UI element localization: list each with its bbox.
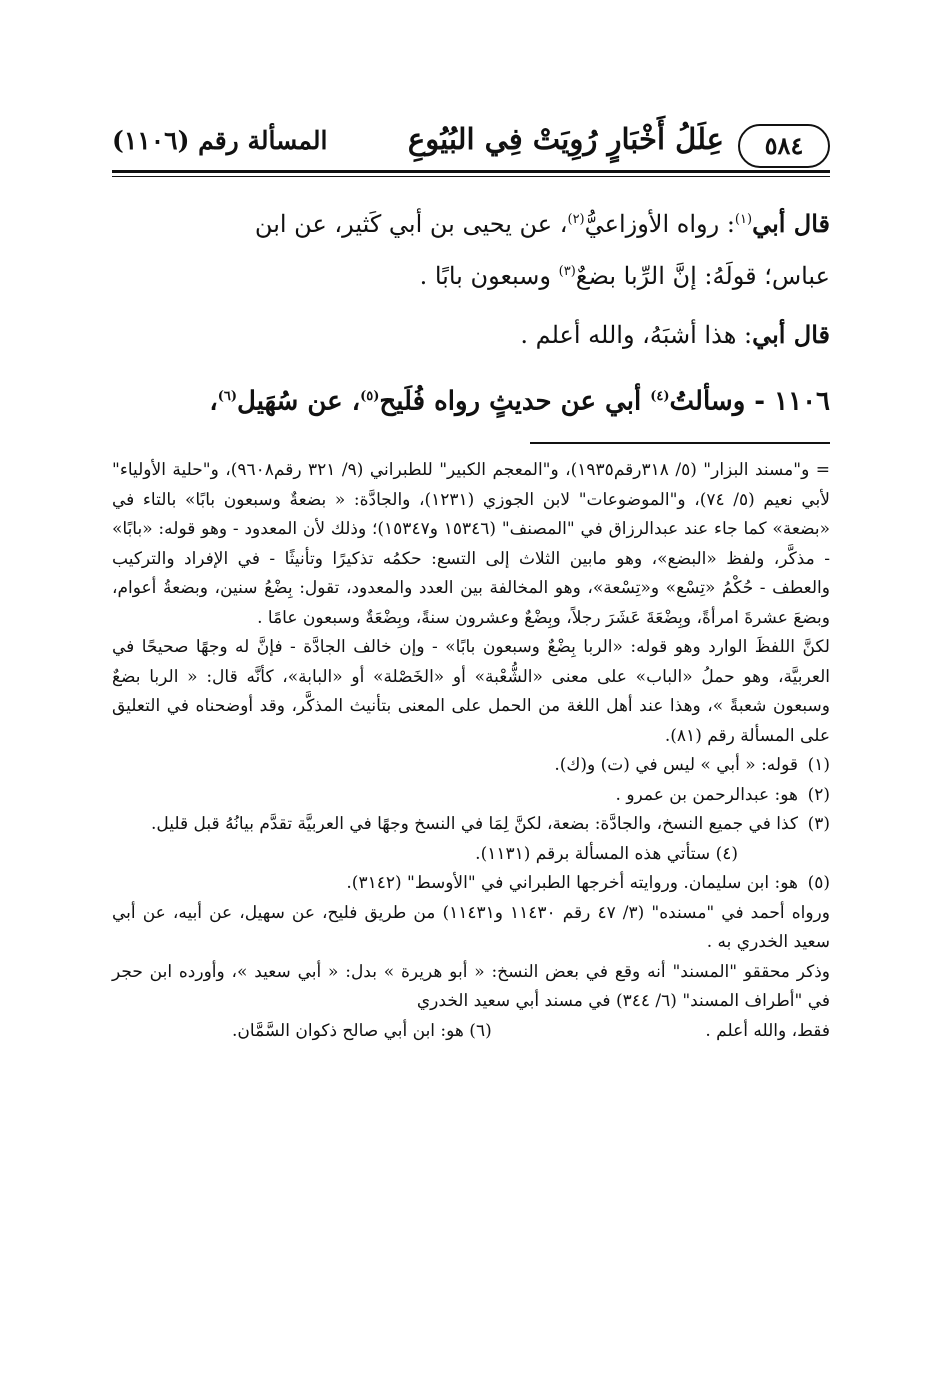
footnote-ref: (٦) xyxy=(217,389,238,404)
book-title: عِلَلُ أَخْبَارٍ رُوِيَتْ فِي البُيُوعِ xyxy=(407,122,724,156)
speaker-label: قال أبي xyxy=(752,209,830,238)
footnote-5-part-b: ورواه أحمد في "مسنده" (٣/ ٤٧ رقم ١١٤٣٠ و١١٤٣١) من طريق فليح، عن سهيل، عن أبيه، عن أبي سعيد الخدري به . xyxy=(112,902,830,952)
main-paragraph-3 xyxy=(112,308,830,362)
header-rule-thin xyxy=(112,176,830,177)
footnote-text: هو: ابن سليمان. وروايته أخرجها الطبراني في "الأوسط" (٣١٤٢). xyxy=(346,873,798,893)
running-header xyxy=(112,118,830,168)
footnote-4: (٤) ستأتي هذه المسألة برقم (١١٣١). xyxy=(475,843,738,864)
footnote-ref: (٢) xyxy=(567,212,585,227)
footnote-6: (٦) هو: ابن أبي صالح ذكوان السَّمَّان. xyxy=(232,1020,492,1041)
main-text-span: : رواه الأوزاعيُّ xyxy=(584,210,735,238)
page-number: ٥٨٤ xyxy=(738,124,830,168)
main-text-span: عباس؛ قولَهُ: إنَّ الرِّبا بضعٌ xyxy=(575,262,830,290)
footnote-5-part-d: فقط، والله أعلم . xyxy=(705,1020,830,1041)
main-text-span: وسبعون بابًا . xyxy=(419,262,559,290)
main-text-span: ١١٠٦ - وسألتُ xyxy=(669,386,830,417)
footnote-number: (٣) xyxy=(807,814,830,834)
main-text-span: ، عن سُهَيل xyxy=(237,386,361,417)
footnote-continuation-2: لكنَّ اللفظَ الوارد وهو قوله: «الربا بِضْعٌ وسبعون بابًا» - وإن خالف الجادَّة - فإنَّ له وجهًا صحيحًا في العربيَّة، وهو حملُ «الباب» على معنى «الشُّعْبة» أو «الخَصْلة» أو «البابة»، كأنَّه قال: « الربا بضعٌ وسبعون شعبةً »، وهذا عند أهل اللغة من الحمل على المعنى بتأنيث المذكَّر، وقد أوضحناه في التعليق على المسألة رقم (٨١). xyxy=(112,637,830,746)
speaker-label: قال أبي xyxy=(752,320,830,349)
issue-label: المسألة رقم (١١٠٦) xyxy=(112,126,328,155)
footnote-text-part: كذا في جميع النسخ، والجادَّة: بضعة، لكنَّ لِمَا في النسخ وجهًا في العربيَّة تقدَّم بيانُهُ قبل قليل. xyxy=(150,814,798,834)
footnote-text: هو: عبدالرحمن بن عمرو . xyxy=(615,784,798,805)
footnote-ref: (٣) xyxy=(558,264,576,279)
footnote-5-part-c: وذكر محققو "المسند" أنه وقع في بعض النسخ: « أبو هريرة » بدل: « أبي سعيد »، وأورده ابن حجر في "أطراف المسند" (٦/ ٣٤٤) في مسند أبي سعيد الخدري xyxy=(112,961,830,1011)
main-text-span: : هذا أشبَهُ، والله أعلم . xyxy=(520,321,753,349)
footnote-ref: (١) xyxy=(734,212,753,227)
footnote-number: (٥) xyxy=(807,873,830,893)
footnote-1 xyxy=(112,751,830,781)
main-paragraph-1 xyxy=(112,196,830,248)
footnote-last-line xyxy=(112,1017,830,1047)
main-paragraph-2 xyxy=(112,248,830,300)
footnote-text xyxy=(112,810,798,869)
issue-heading-line xyxy=(112,370,830,429)
footnote-separator xyxy=(530,442,830,444)
footnote-5 xyxy=(112,869,830,899)
main-text xyxy=(112,196,830,429)
main-text-span: أبي عن حديثٍ رواه فُلَيح xyxy=(379,386,651,417)
footnote-3 xyxy=(112,810,830,869)
header-rule-thick xyxy=(112,170,830,173)
main-text-span: ، عن يحيى بن أبي كَثير، عن ابن xyxy=(254,210,568,238)
footnote-number: (١) xyxy=(807,755,830,775)
footnote-2 xyxy=(112,781,830,811)
footnote-text: قوله: « أبي » ليس في (ت) و(ك). xyxy=(554,755,798,775)
footnote-continuation-1: = و"مسند البزار" (٥/ ٣١٨رقم١٩٣٥)، و"المعجم الكبير" للطبراني (٩/ ٣٢١ رقم٩٦٠٨)، و"حلية الأولياء" لأبي نعيم (٥/ ٧٤)، و"الموضوعات" لابن الجوزي (١٢٣١)، والجادَّة: « بضعةٌ وسبعون بابًا» بالتاء في «بضعة» كما جاء عند عبدالرزاق في "المصنف" (١٥٣٤٦ و١٥٣٤٧)؛ وذلك لأن المعدود - وهو قوله: «بابًا» - مذكَّر، ولفظ «البضع»، وهو مابين الثلاث إلى التسع: حكمُه تذكيرًا وتأنيثًا - في الإفراد والتركيب والعطف - حُكْمُ «تِسْع» و«تِسْعة»، وهو المخالفة بين العدد والمعدود، تقول: بِضْعُ سنين، وبضعةُ أعوام، وبضعَ عشرةَ امرأةً، وبِضْعَةَ عَشَرَ رجلاً، وبِضْعٌ وعشرون سنةً، وبِضْعَةٌ وسبعون عامًا . xyxy=(112,460,830,628)
footnote-number: (٢) xyxy=(807,784,830,805)
footnotes xyxy=(112,456,830,1046)
footnote-ref: (٤) xyxy=(650,389,670,404)
footnote-ref: (٥) xyxy=(360,389,380,404)
main-text-span: ، xyxy=(209,386,218,417)
